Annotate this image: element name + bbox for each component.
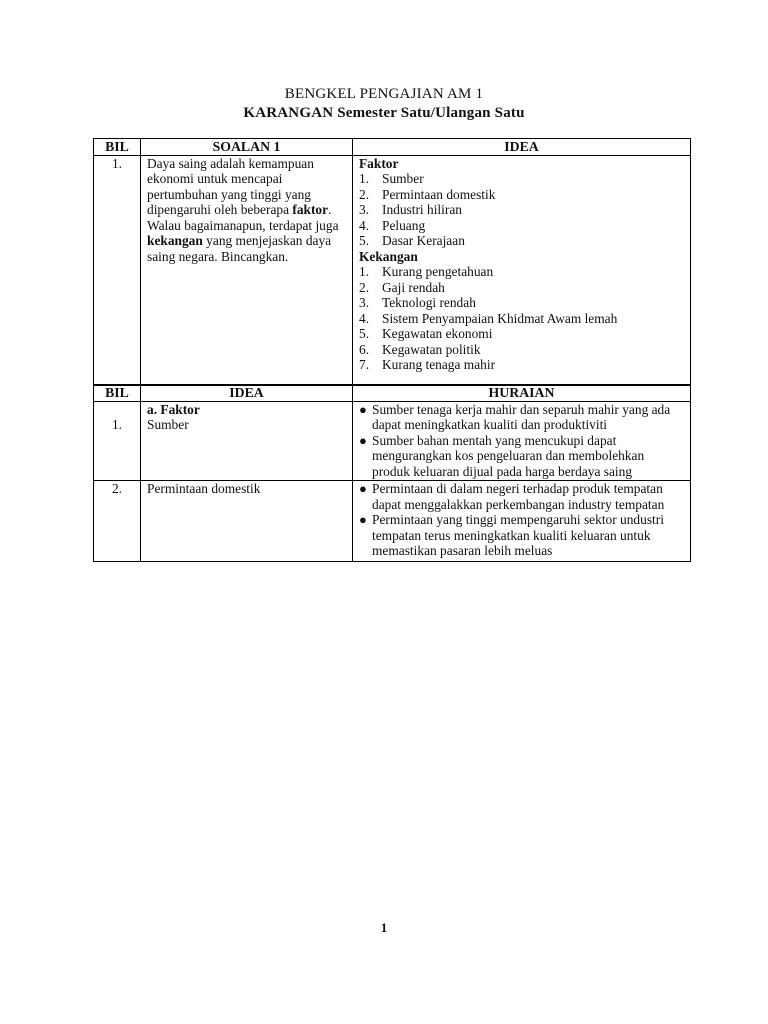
faktor-heading: Faktor [359, 155, 399, 171]
kekangan-item [359, 280, 684, 296]
kekangan-item-number: 4. [359, 310, 370, 326]
question-keyword-faktor: faktor [292, 202, 329, 217]
kekangan-item [359, 342, 684, 358]
faktor-item-text: Permintaan domestik [382, 186, 496, 202]
kekangan-item-text: Kurang pengetahuan [382, 264, 494, 279]
question-text-part: yang menjejaskan daya saing negara. Bincangkan. [147, 233, 332, 264]
huraian-point [359, 402, 684, 433]
kekangan-item [359, 264, 684, 280]
bullet-icon: ● [359, 512, 367, 527]
kekangan-item-text: Sistem Penyampaian Khidmat Awam lemah [382, 310, 618, 326]
header-huraian: HURAIAN [353, 385, 691, 402]
huraian-point [359, 512, 684, 559]
explanation-table [93, 384, 691, 562]
row-idea: Permintaan domestik [141, 481, 353, 562]
document-subtitle: KARANGAN Semester Satu/Ulangan Satu [243, 105, 525, 121]
huraian-point-text: Sumber bahan mentah yang mencukupi dapat mengurangkan kos pengeluaran dan membolehkan produk keluaran dijual pada harga berdaya saing [372, 432, 645, 479]
header-bil: BIL [94, 385, 141, 402]
kekangan-item-text: Kurang tenaga mahir [382, 357, 496, 372]
faktor-item [359, 171, 684, 187]
faktor-item-text: Peluang [382, 217, 426, 233]
faktor-item [359, 233, 684, 249]
faktor-item-text: Industri hiliran [382, 202, 462, 217]
header-idea: IDEA [353, 139, 691, 156]
question-bil: 1. [94, 155, 141, 385]
faktor-list [359, 171, 684, 249]
kekangan-item [359, 357, 684, 373]
kekangan-item [359, 295, 684, 311]
kekangan-item-number: 5. [359, 326, 370, 341]
kekangan-item-number: 6. [359, 341, 370, 357]
kekangan-item-text: Kegawatan politik [382, 341, 481, 357]
question-text [141, 155, 353, 385]
page-number: 1 [380, 920, 388, 935]
huraian-point [359, 481, 684, 512]
row-idea [141, 401, 353, 481]
bullet-icon: ● [359, 432, 367, 448]
huraian-list [359, 402, 684, 480]
huraian-point-text: Sumber tenaga kerja mahir dan separuh mahir yang ada dapat meningkatkan kualiti dan produktiviti [372, 401, 671, 432]
header-idea: IDEA [141, 385, 353, 402]
kekangan-item [359, 326, 684, 342]
question-text-part: Daya saing adalah kemampuan ekonomi untuk mencapai pertumbuhan yang tinggi yang dipengaruhi oleh beberapa [147, 155, 314, 217]
bullet-icon: ● [359, 401, 367, 417]
kekangan-item-text: Teknologi rendah [382, 295, 476, 310]
kekangan-item-number: 1. [359, 264, 370, 279]
kekangan-item-number: 2. [359, 279, 370, 295]
row-huraian [353, 401, 691, 481]
faktor-item-text: Sumber [382, 171, 424, 186]
faktor-item [359, 187, 684, 203]
question-row [94, 155, 691, 385]
bullet-icon: ● [359, 481, 367, 496]
faktor-item-number: 5. [359, 233, 370, 248]
question-table [93, 138, 691, 386]
huraian-point [359, 433, 684, 480]
faktor-item [359, 202, 684, 218]
huraian-point-text: Permintaan di dalam negeri terhadap produk tempatan dapat menggalakkan perkembangan industry tempatan [372, 481, 665, 512]
huraian-point-text: Permintaan yang tinggi mempengaruhi sektor undustri tempatan terus meningkatkan kualiti keluaran untuk memastikan pasaran lebih meluas [372, 512, 664, 558]
kekangan-item [359, 311, 684, 327]
question-keyword-kekangan: kekangan [147, 233, 203, 248]
faktor-item-text: Dasar Kerajaan [382, 233, 465, 248]
header-soalan: SOALAN 1 [141, 139, 353, 156]
kekangan-item-text: Gaji rendah [382, 279, 445, 295]
explanation-row [94, 481, 691, 562]
faktor-item-number: 1. [359, 171, 370, 186]
kekangan-item-text: Kegawatan ekonomi [382, 326, 493, 341]
row-bil: 2. [94, 481, 141, 562]
kekangan-list [359, 264, 684, 373]
faktor-item [359, 218, 684, 234]
faktor-item-number: 2. [359, 186, 370, 202]
document-title: BENGKEL PENGAJIAN AM 1 [284, 86, 484, 102]
question-text-part: . Walau bagaimanapun, terdapat juga [147, 202, 339, 233]
faktor-item-number: 4. [359, 217, 370, 233]
faktor-item-number: 3. [359, 202, 370, 217]
row-bil-value: 1. [111, 417, 123, 432]
explanation-row [94, 401, 691, 481]
kekangan-item-number: 3. [359, 295, 370, 310]
explanation-table-header [94, 385, 691, 402]
row-huraian [353, 481, 691, 562]
row-subheading: a. Faktor [147, 401, 200, 417]
kekangan-item-number: 7. [359, 357, 370, 372]
idea-cell [353, 155, 691, 385]
header-bil: BIL [94, 139, 141, 156]
question-table-header [94, 139, 691, 156]
row-idea-text: Sumber [147, 417, 189, 432]
huraian-list [359, 481, 684, 559]
kekangan-heading: Kekangan [359, 248, 418, 264]
row-bil [94, 401, 141, 481]
